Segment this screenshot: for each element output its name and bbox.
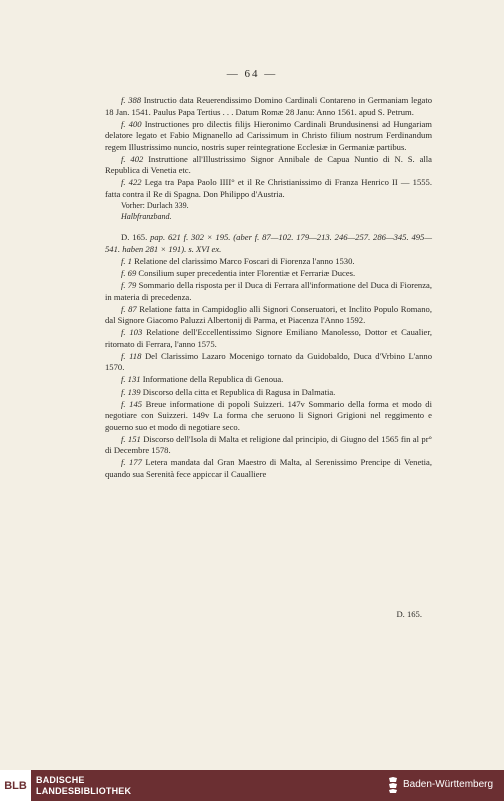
item: [105, 457, 432, 480]
item-text: Sommario della risposta per il Duca di Ferrara all'informatione del Duca di Fiorenza, in materia di precedenza.: [105, 280, 432, 302]
paragraph: [105, 177, 432, 200]
paragraph: [105, 154, 432, 177]
catchword: D. 165.: [396, 609, 422, 619]
library-name[interactable]: [36, 775, 131, 797]
manuscript-id: D. 165.: [121, 232, 148, 243]
paragraph-text: Instructiones pro dilectis filijs Hieronimo Cardinali Brundusinensi ad Hungariam delatore legato et Fabio Mignanello ad Carissimum in Christo filium nostrum Ferdinandum regem Illustrissimo nuncio, nostris super reintegratione Ecclesiæ in Germaniæ partibus.: [105, 118, 432, 152]
folio-ref: f. 388: [121, 95, 142, 105]
folio-ref: f. 103: [121, 327, 143, 338]
folio-ref: f. 1: [121, 255, 132, 266]
paragraph-text: Instruttione all'Illustrissimo Signor Annibale de Capua Nuntio di N. S. alla Republica di Venetia etc.: [105, 153, 432, 176]
folio-ref: f. 118: [121, 350, 142, 361]
library-name-line2: LANDESBIBLIOTHEK: [36, 786, 132, 796]
item: [105, 327, 432, 350]
item: [105, 304, 432, 327]
provenance-note: Vorher: Durlach 339.: [121, 201, 189, 211]
item-text: Consilium super precedentia inter Florentiæ et Ferrariæ Duces.: [136, 267, 356, 278]
state-name[interactable]: Baden-Württemberg: [403, 779, 494, 790]
baden-wuerttemberg-lions-icon: [387, 776, 399, 794]
paragraph: [105, 119, 432, 154]
page-body: [105, 95, 432, 480]
item: [105, 434, 432, 457]
item-text: Discorso della citta et Republica di Ragusa in Dalmatia.: [140, 386, 336, 397]
item-text: Relatione dell'Eccellentissimo Signore Emiliano Manolesso, Dottor et Caualier, ritornato di Ferrara, l'anno 1575.: [105, 327, 432, 349]
item: [105, 256, 432, 268]
paragraph: [105, 95, 432, 118]
folio-ref: f. 79: [121, 280, 137, 291]
manuscript-entry-header: [105, 232, 432, 255]
item-text: Relatione fatta in Campidoglio alli Signori Conseruatori, et Inclito Populo Romano, dal Signore Giacomo Paluzzi Albertonij di Parma, et Piacenza l'Anno 1592.: [105, 303, 432, 326]
binding-note-text: Halbfranzband.: [121, 212, 172, 222]
blb-logo-icon[interactable]: BLB: [0, 770, 31, 801]
item: [105, 374, 432, 386]
item-text: Informatione della Republica di Genoua.: [140, 374, 284, 385]
item: [105, 387, 432, 399]
folio-ref: f. 177: [121, 457, 142, 468]
item-text: Relatione del clarissimo Marco Foscari di Fiorenza l'anno 1530.: [131, 255, 355, 266]
manuscript-description: pap. 621 f. 302 × 195. (aber f. 87—102. 179—213. 246—257. 286—345. 495—541. haben 281 × 191). s. XVI ex.: [105, 232, 432, 254]
folio-ref: f. 151: [121, 433, 141, 444]
item: [105, 280, 432, 303]
item-text: Breue informatione di popoli Suizzeri. 147v Sommario della forma et modo di negotiare con Suizzeri. 149v La forma che seruono li Signori Grigioni nel reggimento e gouerno suo et modo di negotiare seco.: [105, 398, 432, 432]
library-name-line1: BADISCHE: [36, 775, 85, 785]
folio-ref: f. 422: [121, 177, 142, 188]
paragraph-text: Instructio data Reuerendissimo Domino Cardinali Contareno in Germaniam legato 18 Jan. 1541. Paulus Papa Tertius . . . Datum Romæ 28 Janu: Anno 1561. apud S. Petrum.: [105, 95, 432, 117]
folio-ref: f. 402: [121, 153, 144, 164]
folio-ref: f. 145: [121, 398, 143, 409]
folio-ref: f. 69: [121, 267, 137, 278]
page-number: — 64 —: [226, 68, 278, 80]
item: [105, 351, 432, 374]
folio-ref: f. 87: [121, 303, 137, 314]
item: [105, 268, 432, 280]
item-text: Discorso dell'Isola di Malta et religione dal principio, di Giugno del 1565 fin al pr° di Decembre 1578.: [105, 433, 432, 456]
folio-ref: f. 400: [121, 118, 142, 129]
folio-ref: f. 131: [121, 374, 141, 385]
paragraph-text: Lega tra Papa Paolo IIII° et il Re Christianissimo di Franza Henrico II — 1555. fatta contra il Re di Spagna. Don Philippo d'Austria.: [105, 177, 432, 199]
library-footer: [0, 770, 504, 801]
binding-note: [105, 211, 432, 222]
item-text: Letera mandata dal Gran Maestro di Malta, al Serenissimo Prencipe di Venetia, quando sua Serenità fece appiccar il Caualliere: [105, 457, 433, 479]
item: [105, 399, 432, 434]
item-text: Del Clarissimo Lazaro Mocenigo tornato da Guidobaldo, Duca d'Vrbino L'anno 1570.: [105, 350, 432, 373]
folio-ref: f. 139: [121, 386, 141, 397]
